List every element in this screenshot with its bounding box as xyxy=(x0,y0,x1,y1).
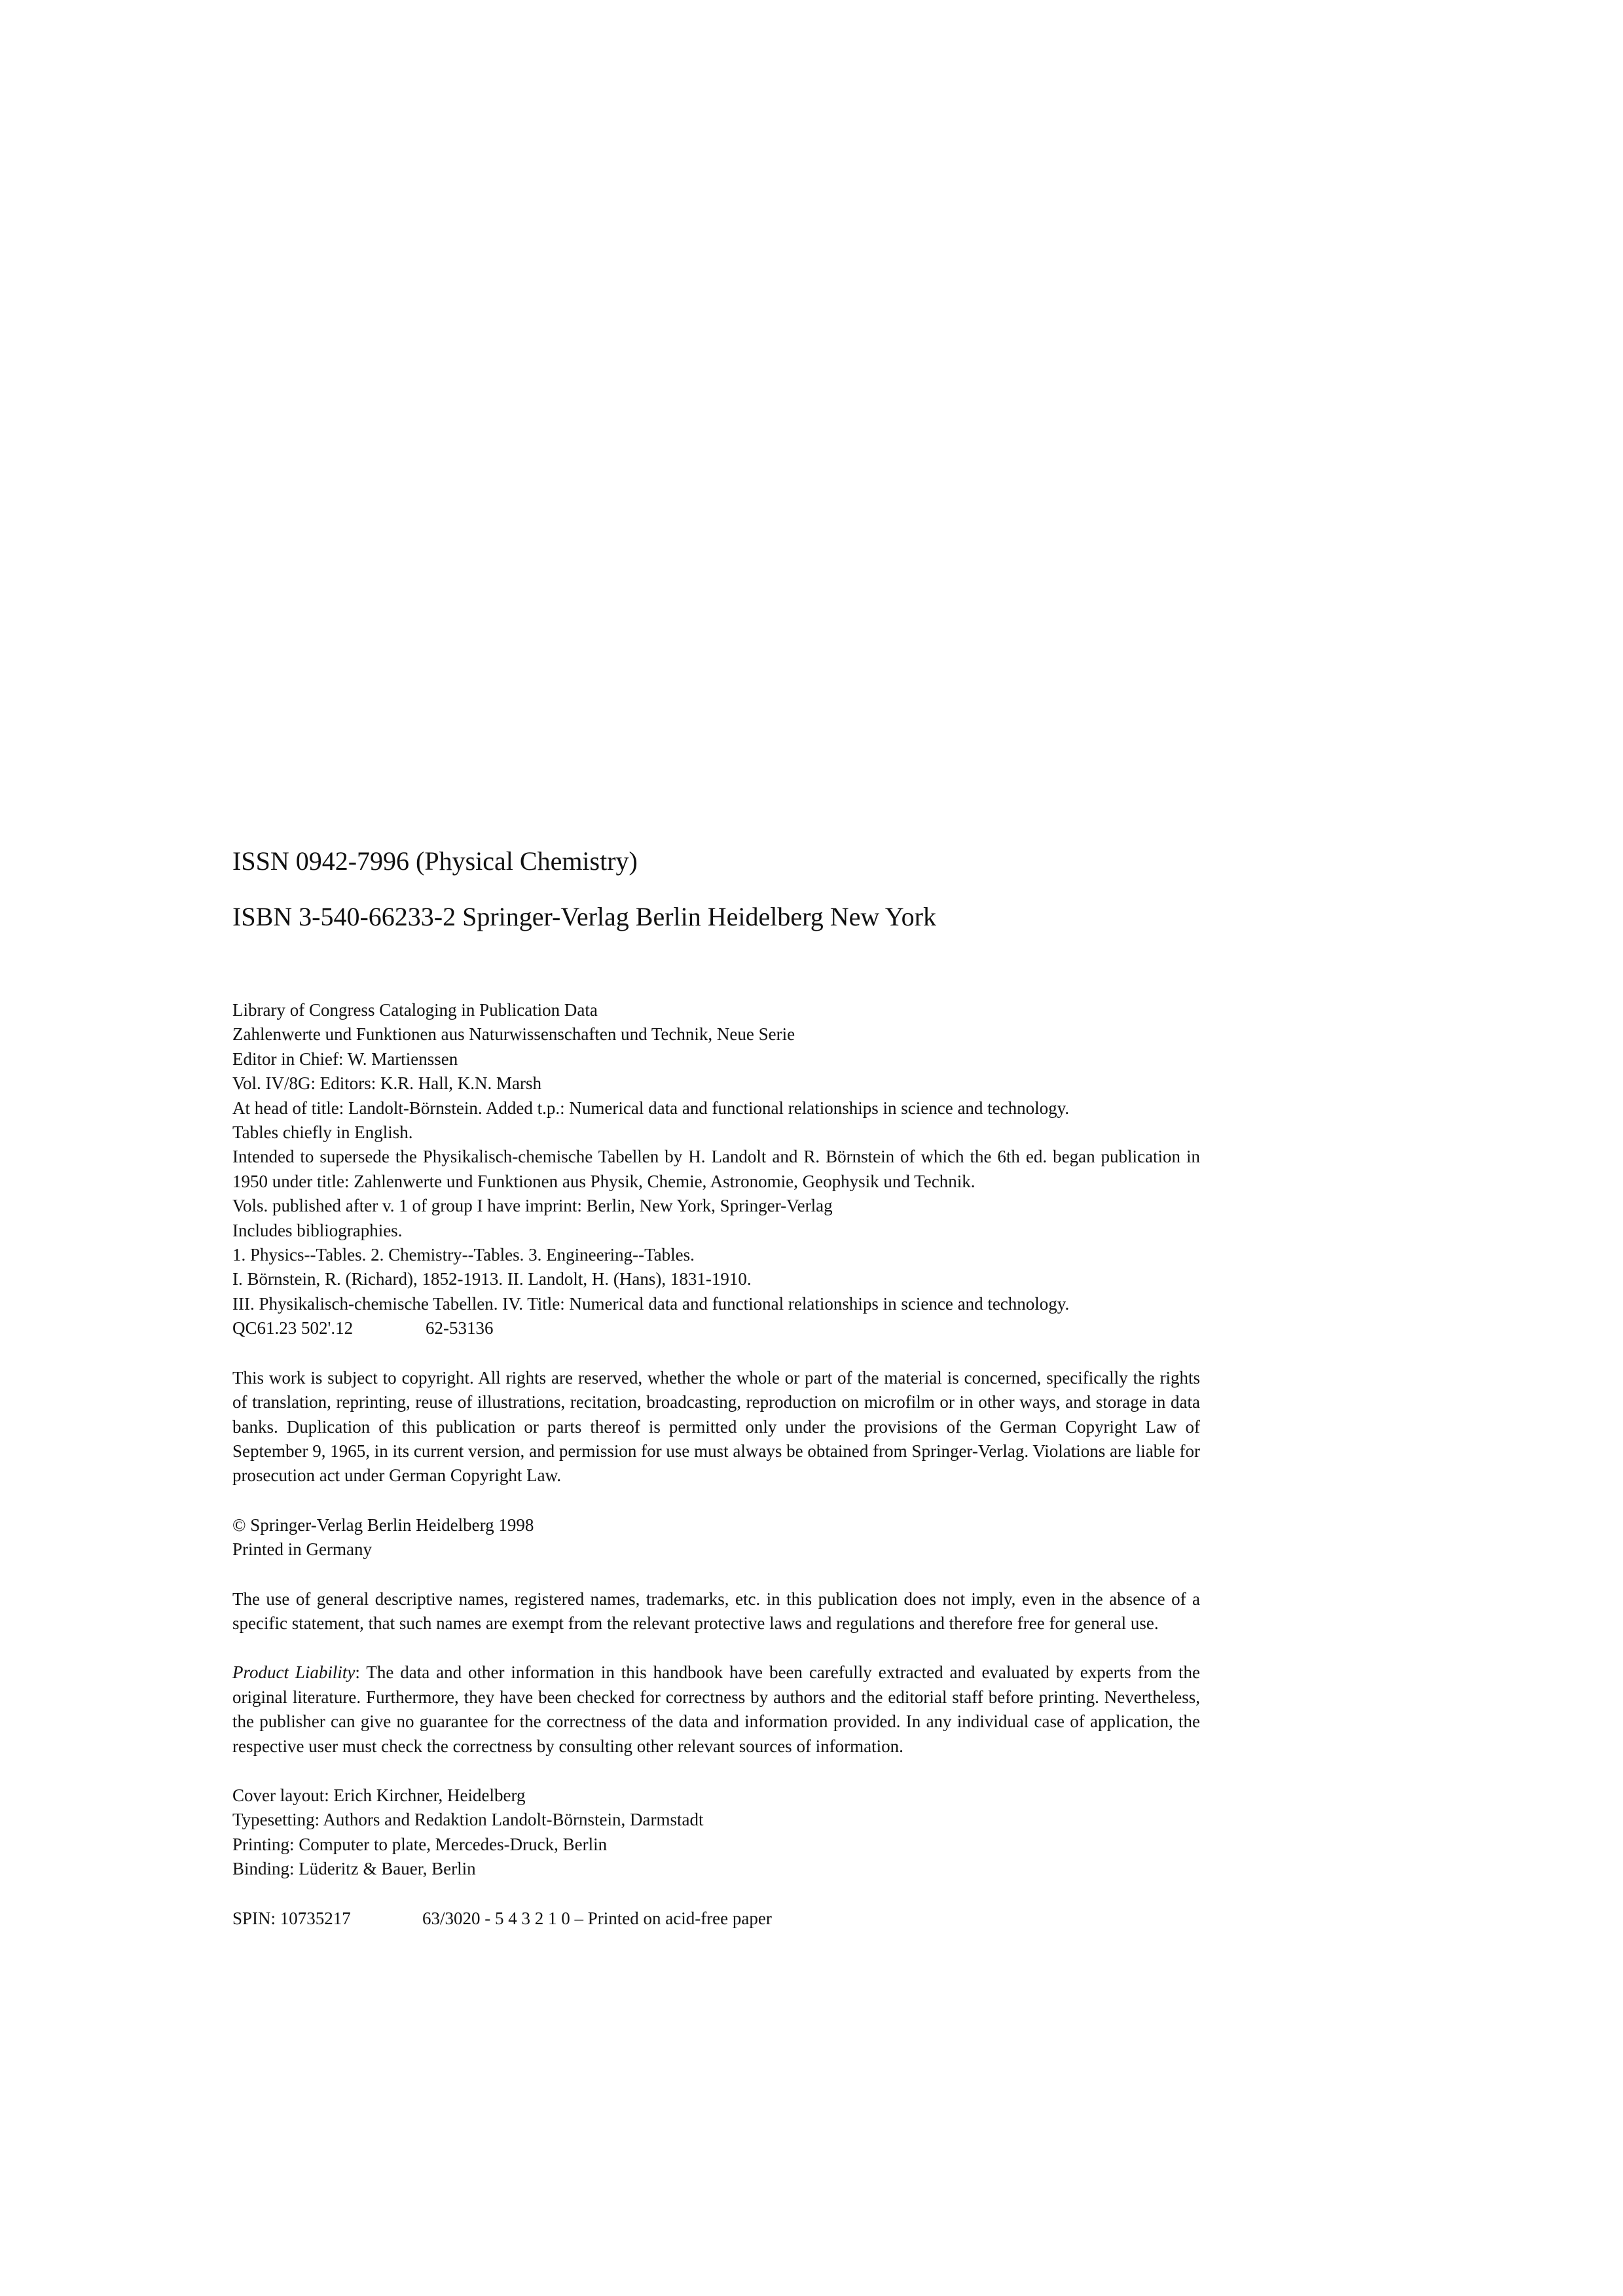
product-liability-text: : The data and other information in this handbook have been carefully extracted and evaluated by experts from the original literature. Furthermore, they have been checked for correctness by authors and the editorial staff before printing. Nevertheless, the publisher can give no guarantee for the correctness of the data and information provided. In any individual case of application, the respective user must check the correctness by consulting other relevant sources of information. xyxy=(232,1662,1200,1756)
copyright-line: © Springer-Verlag Berlin Heidelberg 1998 xyxy=(232,1515,534,1535)
production-credits xyxy=(232,1784,1200,1882)
product-liability-notice xyxy=(232,1660,1200,1759)
cip-intended-paragraph: Intended to supersede the Physikalisch-chemische Tabellen by H. Landolt and R. Börnstein of which the 6th ed. began publication in 1950 under title: Zahlenwerte und Funktionen aus Physik, Chemie, Astronomie, Geophysik und Technik. xyxy=(232,1147,1200,1191)
spin-number: SPIN: 10735217 xyxy=(232,1908,351,1928)
copyright-block xyxy=(232,1513,1200,1562)
trademark-notice: The use of general descriptive names, registered names, trademarks, etc. in this publication does not imply, even in the absence of a specific statement, that such names are exempt from the relevant protective laws and regulations and therefore free for general use. xyxy=(232,1588,1200,1633)
cip-line: At head of title: Landolt-Börnstein. Added t.p.: Numerical data and functional relationships in science and technology. xyxy=(232,1098,1070,1118)
spin-row xyxy=(232,1907,1200,1931)
cip-line: Library of Congress Cataloging in Publication Data xyxy=(232,1000,598,1020)
classification-number: QC61.23 502'.12 xyxy=(232,1318,354,1338)
imprint-content xyxy=(232,844,1200,1931)
cip-line: III. Physikalisch-chemische Tabellen. IV. Title: Numerical data and functional relationships in science and technology. xyxy=(232,1293,1070,1314)
printing-line: Printing: Computer to plate, Mercedes-Druck, Berlin xyxy=(232,1834,608,1854)
cip-line: Vol. IV/8G: Editors: K.R. Hall, K.N. Marsh xyxy=(232,1073,541,1094)
cip-line: Zahlenwerte und Funktionen aus Naturwissenschaften und Technik, Neue Serie xyxy=(232,1024,795,1045)
cip-classification-row xyxy=(232,1316,1200,1340)
print-code: 63/3020 - 5 4 3 2 1 0 – Printed on acid-free paper xyxy=(422,1908,772,1928)
cover-layout-line: Cover layout: Erich Kirchner, Heidelberg xyxy=(232,1785,526,1805)
copyright-notice: This work is subject to copyright. All rights are reserved, whether the whole or part of the material is concerned, specifically the rights of translation, reprinting, reuse of illustrations, recitation, broadcasting, reproduction on microfilm or in other ways, and storage in data banks. Duplication of this publication or parts thereof is permitted only under the provisions of the German Copyright Law of September 9, 1965, in its current version, and permission for use must always be obtained from Springer-Verlag. Violations are liable for prosecution act under German Copyright Law. xyxy=(232,1367,1200,1486)
product-liability-label: Product Liability xyxy=(232,1662,356,1683)
typesetting-line: Typesetting: Authors and Redaktion Landolt-Börnstein, Darmstadt xyxy=(232,1810,704,1830)
printed-in-line: Printed in Germany xyxy=(232,1539,372,1560)
cip-line: Vols. published after v. 1 of group I have imprint: Berlin, New York, Springer-Verlag xyxy=(232,1196,833,1216)
cip-line: Editor in Chief: W. Martienssen xyxy=(232,1049,458,1069)
cip-line: Includes bibliographies. xyxy=(232,1220,403,1240)
issn-line: ISSN 0942-7996 (Physical Chemistry) xyxy=(232,846,638,876)
cataloging-in-publication-block xyxy=(232,998,1200,1341)
cip-line: Tables chiefly in English. xyxy=(232,1122,413,1143)
lccn-number: 62-53136 xyxy=(426,1318,494,1338)
isbn-line: ISBN 3-540-66233-2 Springer-Verlag Berlin Heidelberg New York xyxy=(232,902,936,931)
binding-line: Binding: Lüderitz & Bauer, Berlin xyxy=(232,1859,476,1879)
cip-line: I. Börnstein, R. (Richard), 1852-1913. II. Landolt, H. (Hans), 1831-1910. xyxy=(232,1269,752,1289)
cip-line: 1. Physics--Tables. 2. Chemistry--Tables. 3. Engineering--Tables. xyxy=(232,1245,695,1265)
